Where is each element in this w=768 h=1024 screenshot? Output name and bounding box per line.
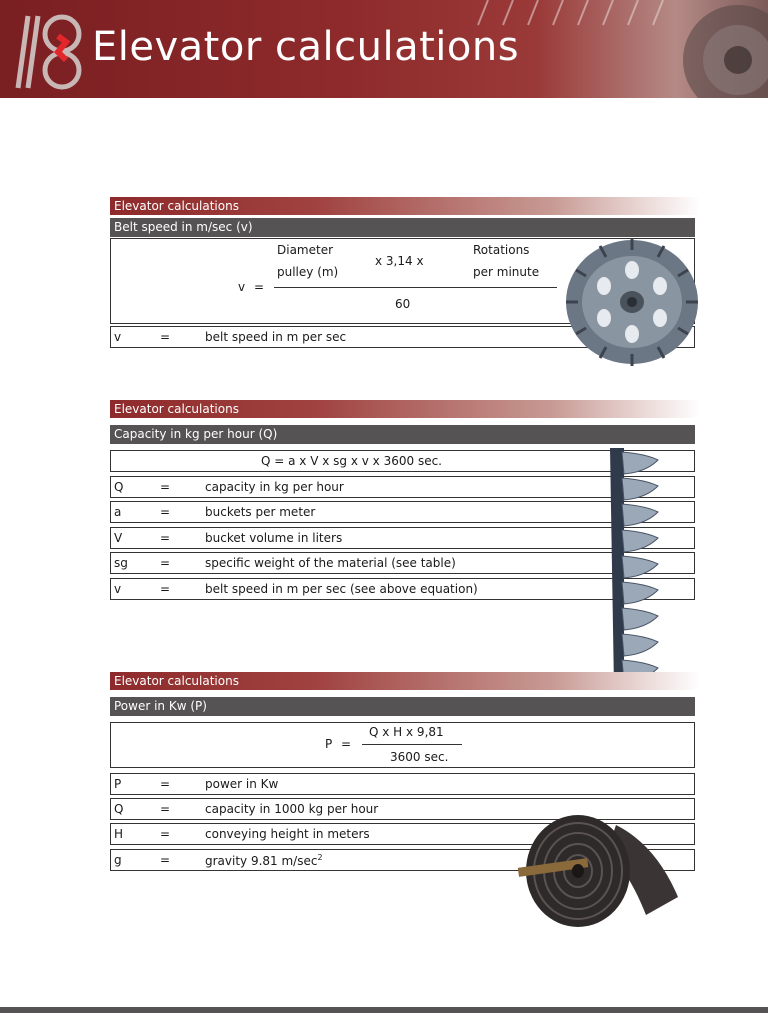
fraction-line — [362, 744, 462, 745]
page-title: Elevator calculations — [92, 24, 520, 70]
formula-operator: x 3,14 x — [375, 254, 424, 268]
row-equals: = — [160, 582, 171, 596]
row-symbol: a — [114, 505, 122, 519]
formula-term-rotations: Rotations — [473, 243, 530, 257]
row-symbol: Q — [114, 480, 124, 494]
table-row — [110, 773, 695, 795]
bucket-elevator-photo — [606, 448, 664, 688]
row-equals: = — [160, 556, 171, 570]
row-equals: = — [160, 777, 171, 791]
row-symbol: sg — [114, 556, 128, 570]
row-equals: = — [160, 480, 171, 494]
formula-term-pulley: pulley (m) — [277, 265, 339, 279]
formula-denominator: 3600 sec. — [390, 750, 449, 764]
power-formula-box — [110, 722, 695, 768]
row-symbol: v — [114, 582, 122, 596]
section-label-belt-speed: Elevator calculations — [110, 197, 700, 215]
row-description: specific weight of the material (see table) — [205, 556, 456, 570]
page-header — [0, 0, 768, 98]
section-label-capacity: Elevator calculations — [110, 400, 700, 418]
capacity-formula: Q = a x V x sg x v x 3600 sec. — [261, 454, 442, 468]
row-equals: = — [160, 802, 171, 816]
row-equals: = — [160, 330, 171, 344]
row-symbol: V — [114, 531, 123, 545]
belt-roll-photo — [516, 805, 682, 929]
row-symbol: Q — [114, 802, 124, 816]
row-description: buckets per meter — [205, 505, 316, 519]
section-label-power: Elevator calculations — [110, 672, 700, 690]
footer-divider — [0, 1007, 768, 1013]
row-description: bucket volume in liters — [205, 531, 343, 545]
formula-numerator: Q x H x 9,81 — [369, 725, 444, 739]
gravity-description: gravity 9.81 m/sec — [205, 854, 318, 868]
row-description: capacity in kg per hour — [205, 480, 344, 494]
row-equals: = — [160, 827, 171, 841]
formula-lhs: P — [325, 737, 333, 751]
row-equals: = — [160, 531, 171, 545]
company-logo-icon — [14, 12, 86, 90]
row-description: belt speed in m per sec (see above equation) — [205, 582, 478, 596]
section-heading-belt-speed: Belt speed in m/sec (v) — [110, 218, 695, 237]
formula-term-per-minute: per minute — [473, 265, 540, 279]
row-equals: = — [160, 853, 171, 867]
row-symbol: P — [114, 777, 122, 791]
fraction-line — [274, 287, 557, 288]
formula-equals: = — [341, 737, 352, 751]
row-description — [205, 853, 323, 868]
pulley-photo — [562, 236, 702, 368]
row-description: belt speed in m per sec — [205, 330, 347, 344]
row-symbol: v — [114, 330, 122, 344]
formula-term-diameter: Diameter — [277, 243, 334, 257]
section-heading-capacity: Capacity in kg per hour (Q) — [110, 425, 695, 444]
superscript-exponent: 2 — [317, 853, 323, 862]
row-symbol: g — [114, 853, 122, 867]
row-description: conveying height in meters — [205, 827, 370, 841]
formula-denominator: 60 — [395, 297, 411, 311]
row-equals: = — [160, 505, 171, 519]
row-description: power in Kw — [205, 777, 279, 791]
row-description: capacity in 1000 kg per hour — [205, 802, 379, 816]
formula-lhs: v — [238, 280, 246, 294]
row-symbol: H — [114, 827, 124, 841]
formula-equals: = — [254, 280, 265, 294]
section-heading-power: Power in Kw (P) — [110, 697, 695, 716]
